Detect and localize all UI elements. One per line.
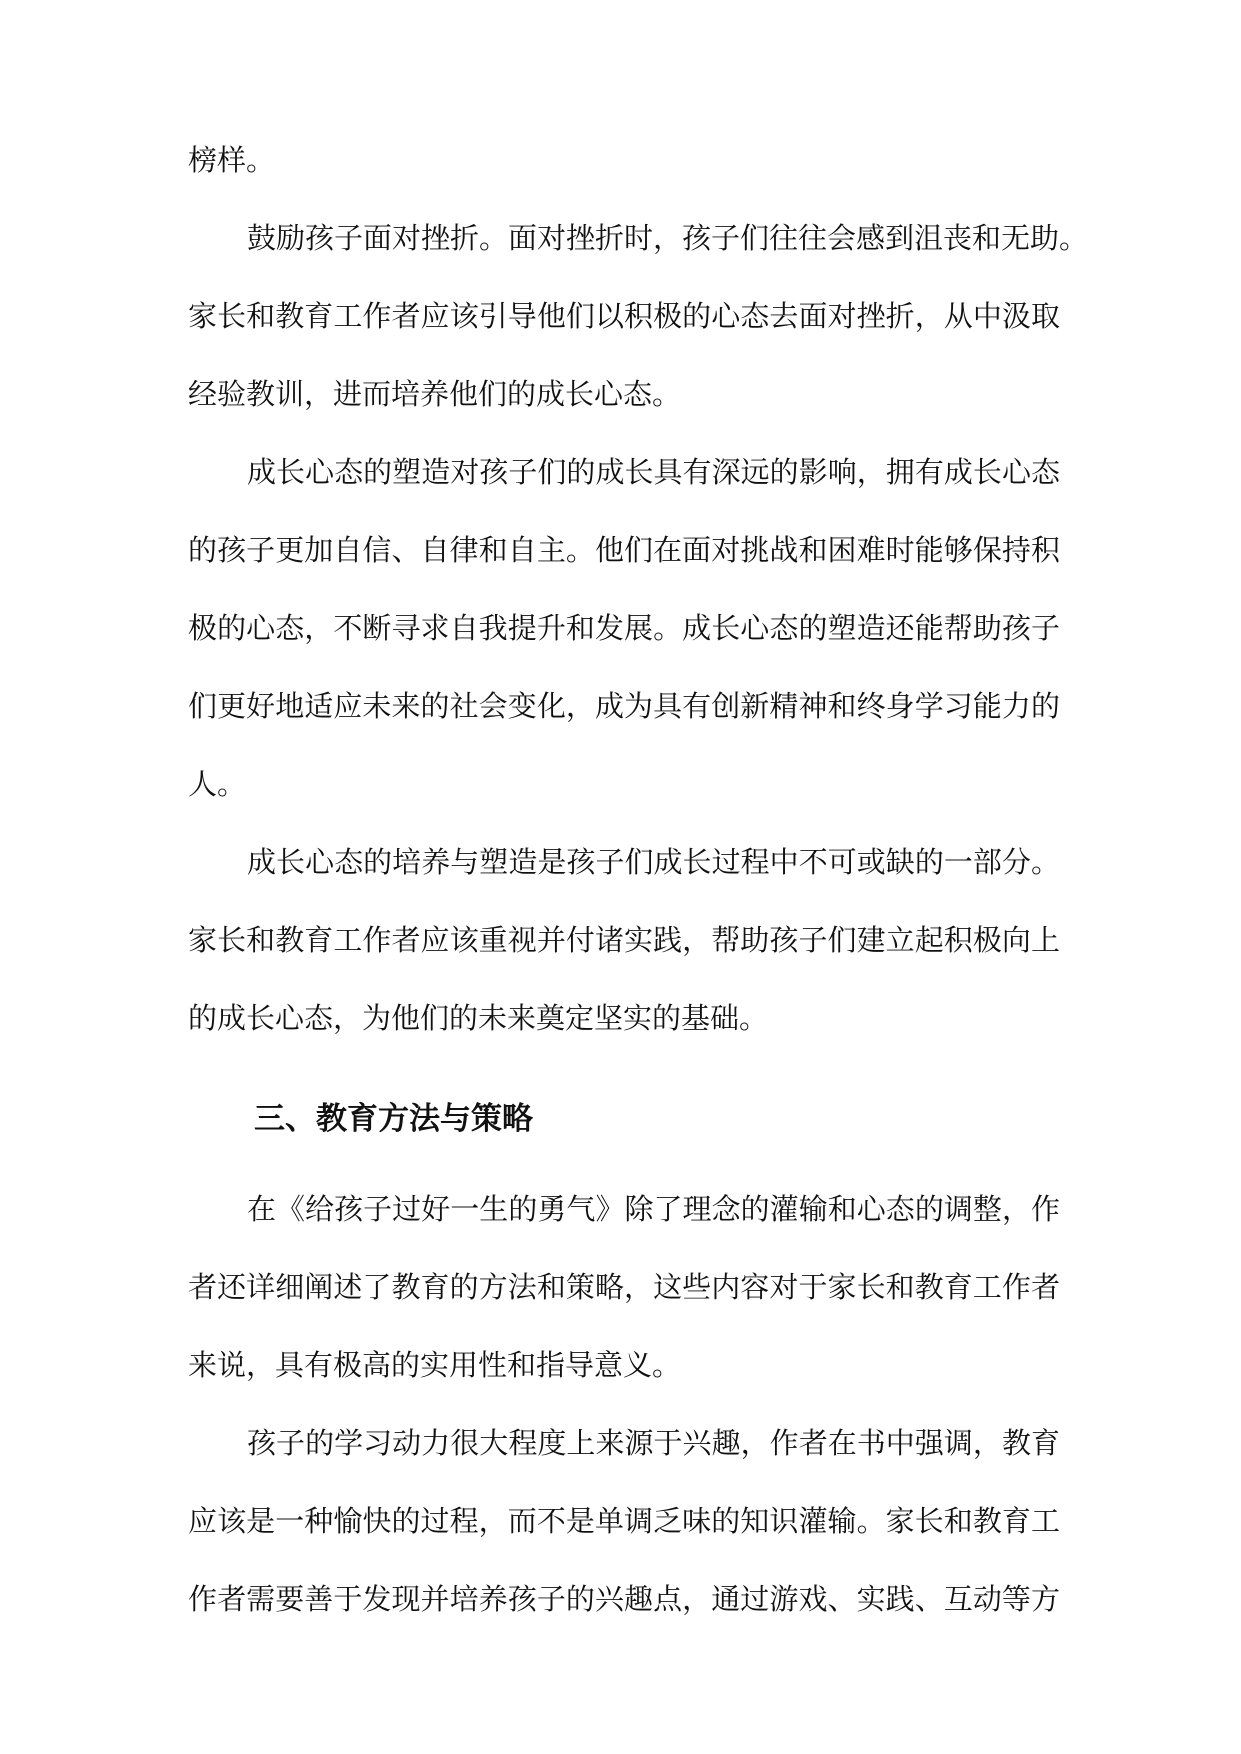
text-line: 者还详细阐述了教育的方法和策略，这些内容对于家长和教育工作者 — [188, 1270, 1060, 1304]
text-line: 的孩子更加自信、自律和自主。他们在面对挑战和困难时能够保持积 — [188, 533, 1060, 567]
text-line: 人。 — [188, 767, 247, 801]
text-line: 家长和教育工作者应该重视并付诸实践，帮助孩子们建立起积极向上 — [188, 923, 1060, 957]
text-line: 孩子的学习动力很大程度上来源于兴趣，作者在书中强调，教育 — [247, 1426, 1060, 1460]
text-line: 经验教训，进而培养他们的成长心态。 — [188, 377, 682, 411]
text-line: 极的心态，不断寻求自我提升和发展。成长心态的塑造还能帮助孩子 — [188, 611, 1060, 645]
text-line: 在《给孩子过好一生的勇气》除了理念的灌输和心态的调整，作 — [247, 1192, 1060, 1226]
text-line: 来说，具有极高的实用性和指导意义。 — [188, 1348, 682, 1382]
text-line: 的成长心态，为他们的未来奠定坚实的基础。 — [188, 1001, 769, 1035]
text-line: 们更好地适应未来的社会变化，成为具有创新精神和终身学习能力的 — [188, 689, 1060, 723]
section-heading: 三、教育方法与策略 — [254, 1101, 533, 1137]
text-line: 应该是一种愉快的过程，而不是单调乏味的知识灌输。家长和教育工 — [188, 1504, 1060, 1538]
text-line: 成长心态的培养与塑造是孩子们成长过程中不可或缺的一部分。 — [247, 845, 1060, 879]
text-line: 成长心态的塑造对孩子们的成长具有深远的影响，拥有成长心态 — [247, 455, 1060, 489]
text-line: 作者需要善于发现并培养孩子的兴趣点，通过游戏、实践、互动等方 — [188, 1582, 1060, 1616]
text-line: 鼓励孩子面对挫折。面对挫折时，孩子们往往会感到沮丧和无助。 — [247, 221, 1089, 255]
text-line: 榜样。 — [188, 143, 276, 177]
text-line: 家长和教育工作者应该引导他们以积极的心态去面对挫折，从中汲取 — [188, 299, 1060, 333]
